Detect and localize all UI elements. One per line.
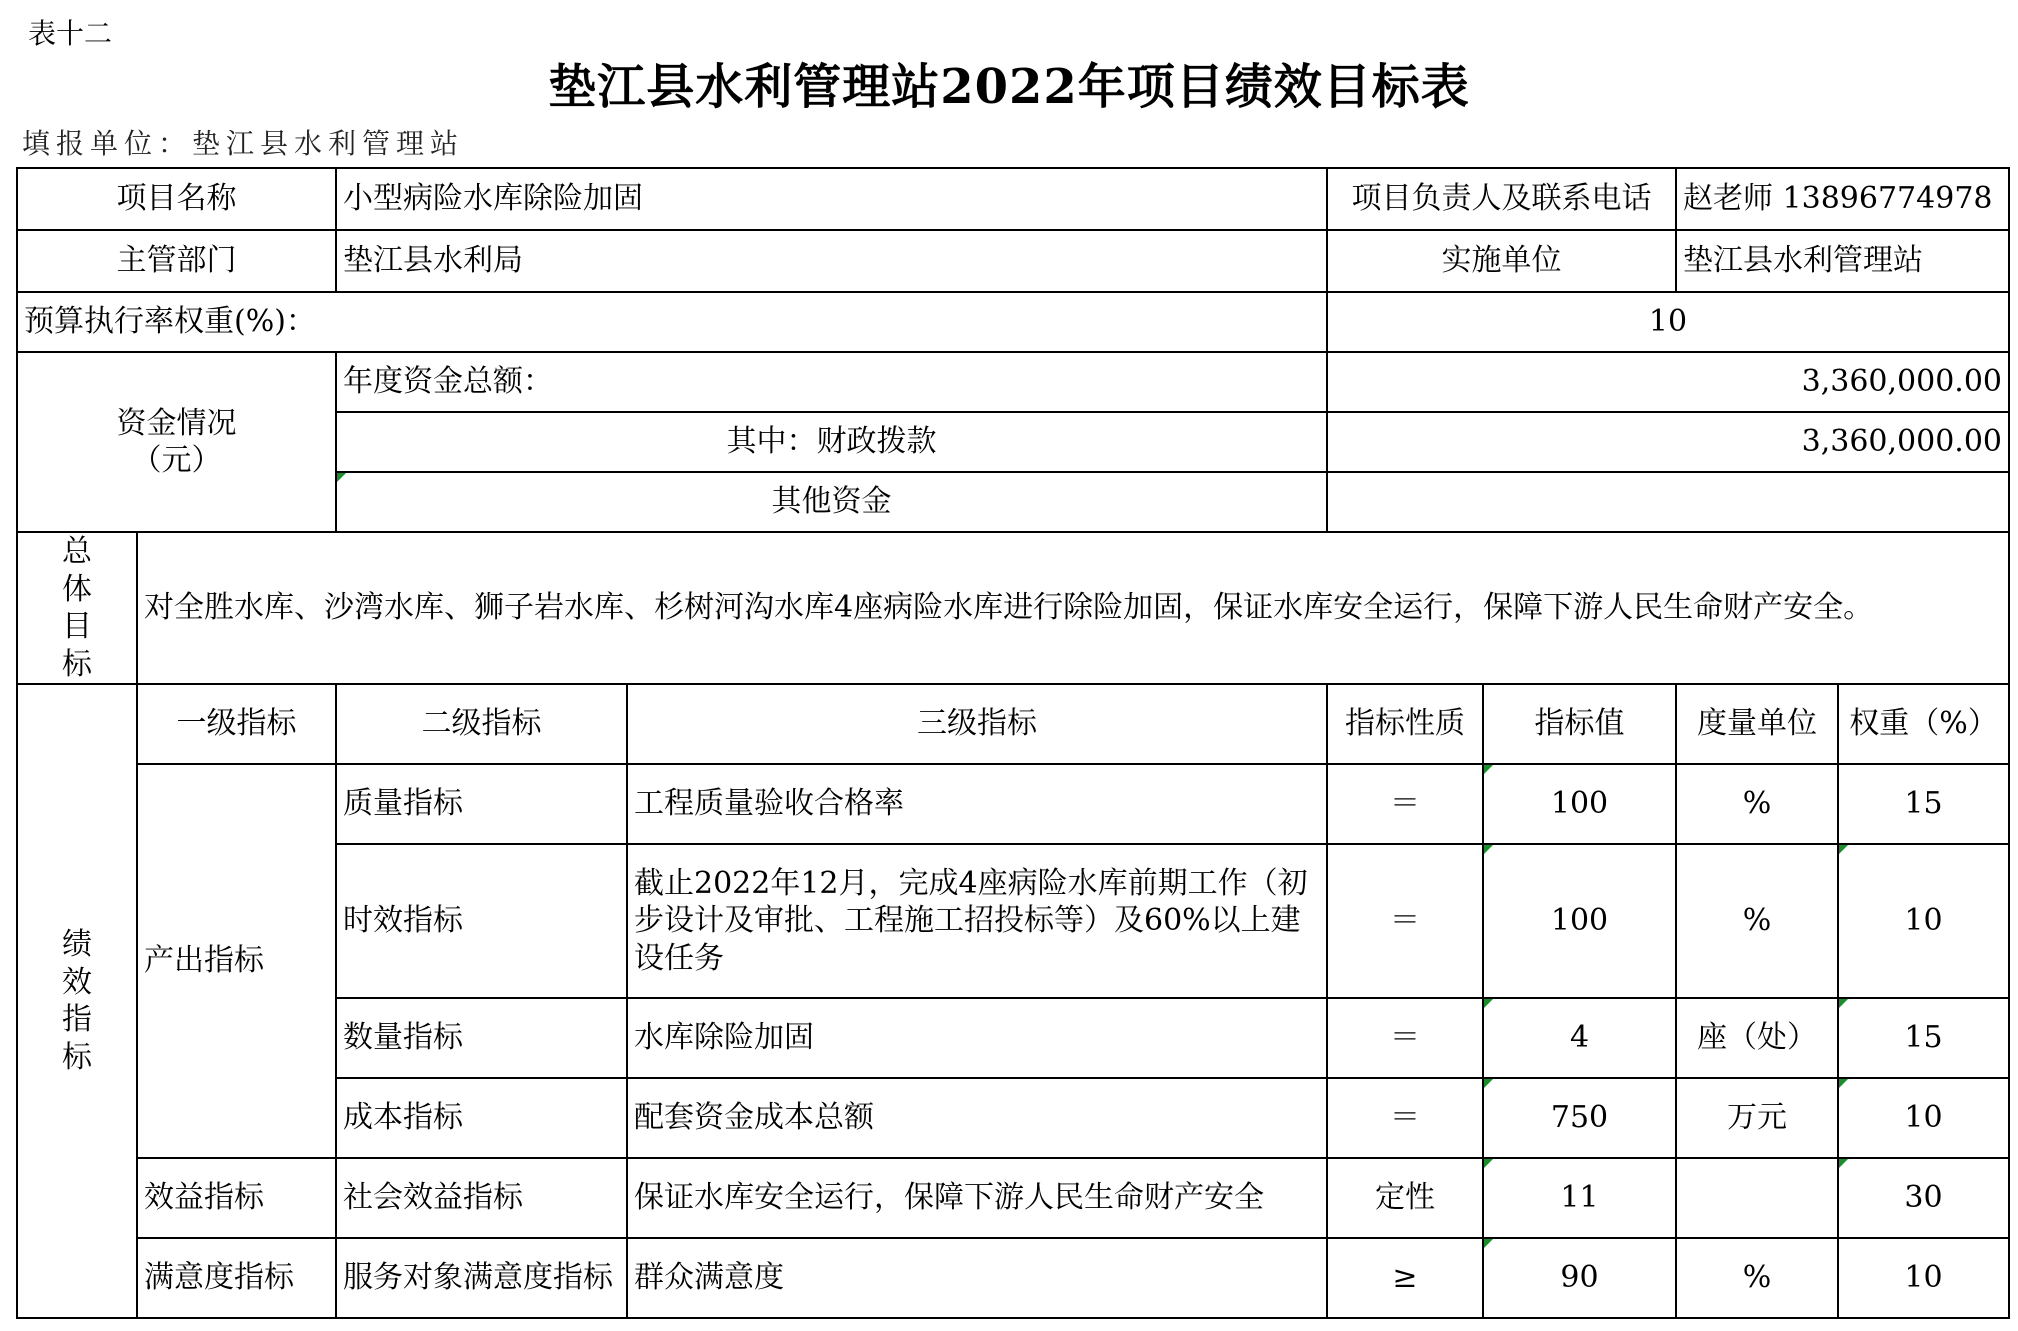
funds-total-label: 年度资金总额： <box>336 352 1327 412</box>
impl-unit-value: 垫江县水利管理站 <box>1676 230 2009 292</box>
table-number-label: 表十二 <box>28 17 113 50</box>
level3-cell: 群众满意度 <box>627 1238 1327 1318</box>
nature-cell: 定性 <box>1327 1158 1483 1238</box>
unit-cell: % <box>1676 844 1838 998</box>
column-header: 一级指标 <box>137 684 336 764</box>
impl-unit-label: 实施单位 <box>1327 230 1676 292</box>
page-title: 垫江县水利管理站2022年项目绩效目标表 <box>548 59 1470 115</box>
weight-cell: 15 <box>1838 764 2009 844</box>
contact-value: 赵老师 13896774978 <box>1676 168 2009 230</box>
table-row <box>17 1158 2009 1238</box>
level2-cell: 社会效益指标 <box>336 1158 627 1238</box>
funds-total-value: 3,360,000.00 <box>1327 352 2009 412</box>
table-row <box>17 532 2009 684</box>
value-cell: 100 <box>1483 844 1676 998</box>
table-row <box>17 230 2009 292</box>
goal-char: 体 <box>62 571 92 607</box>
value-cell: 100 <box>1483 764 1676 844</box>
goal-char: 标 <box>62 646 92 682</box>
dept-value: 垫江县水利局 <box>336 230 1327 292</box>
nature-cell: ＝ <box>1327 764 1483 844</box>
level2-cell: 数量指标 <box>336 998 627 1078</box>
budget-weight-value: 10 <box>1327 292 2009 352</box>
contact-label: 项目负责人及联系电话 <box>1327 168 1676 230</box>
value-cell: 90 <box>1483 1238 1676 1318</box>
funds-label <box>17 352 336 532</box>
level2-cell: 时效指标 <box>336 844 627 998</box>
table-row <box>17 292 2009 352</box>
weight-cell: 30 <box>1838 1158 2009 1238</box>
fill-unit-label: 填报单位：垫江县水利管理站 <box>22 127 465 160</box>
overall-goal-label <box>17 532 137 684</box>
table-row <box>17 764 2009 844</box>
perf-char: 效 <box>62 964 92 1000</box>
value-cell: 11 <box>1483 1158 1676 1238</box>
column-header: 三级指标 <box>627 684 1327 764</box>
level3-cell: 水库除险加固 <box>627 998 1327 1078</box>
column-header: 度量单位 <box>1676 684 1838 764</box>
unit-cell: % <box>1676 1238 1838 1318</box>
weight-cell: 10 <box>1838 1238 2009 1318</box>
unit-cell <box>1676 1158 1838 1238</box>
level2-cell: 成本指标 <box>336 1078 627 1158</box>
value-cell: 4 <box>1483 998 1676 1078</box>
level2-cell: 服务对象满意度指标 <box>336 1238 627 1318</box>
goal-char: 总 <box>62 534 92 569</box>
level1-satisfaction: 满意度指标 <box>137 1238 336 1318</box>
dept-label: 主管部门 <box>17 230 336 292</box>
level3-cell: 保证水库安全运行，保障下游人民生命财产安全 <box>627 1158 1327 1238</box>
unit-cell: 座（处） <box>1676 998 1838 1078</box>
level3-cell: 截止2022年12月，完成4座病险水库前期工作（初步设计及审批、工程施工招投标等）及60%以上建设任务 <box>627 844 1327 998</box>
funds-fiscal-value: 3,360,000.00 <box>1327 412 2009 472</box>
perf-char: 指 <box>62 1002 92 1037</box>
table-row <box>17 352 2009 412</box>
nature-cell: ＝ <box>1327 1078 1483 1158</box>
column-header: 指标性质 <box>1327 684 1483 764</box>
level1-output: 产出指标 <box>137 764 336 1158</box>
nature-cell: ＝ <box>1327 844 1483 998</box>
column-header: 指标值 <box>1483 684 1676 764</box>
level2-cell: 质量指标 <box>336 764 627 844</box>
column-header: 权重（%） <box>1838 684 2009 764</box>
perf-char: 绩 <box>62 927 92 962</box>
level3-cell: 工程质量验收合格率 <box>627 764 1327 844</box>
funds-label-line2: （元） <box>131 443 222 478</box>
value-cell: 750 <box>1483 1078 1676 1158</box>
unit-cell: % <box>1676 764 1838 844</box>
weight-cell: 10 <box>1838 1078 2009 1158</box>
overall-goal-text: 对全胜水库、沙湾水库、狮子岩水库、杉树河沟水库4座病险水库进行除险加固，保证水库安全运行，保障下游人民生命财产安全。 <box>137 532 2009 684</box>
perf-char: 标 <box>62 1039 92 1075</box>
project-name-value: 小型病险水库除险加固 <box>336 168 1327 230</box>
goal-char: 目 <box>62 609 92 644</box>
funds-fiscal-label: 其中：财政拨款 <box>336 412 1327 472</box>
funds-other-value <box>1327 472 2009 532</box>
table-row <box>17 1238 2009 1318</box>
performance-indicators-label <box>17 684 137 1318</box>
level3-cell: 配套资金成本总额 <box>627 1078 1327 1158</box>
table-row <box>17 168 2009 230</box>
weight-cell: 15 <box>1838 998 2009 1078</box>
funds-label-line1: 资金情况 <box>116 405 237 441</box>
funds-other-label: 其他资金 <box>336 472 1327 532</box>
nature-cell: ≥ <box>1327 1238 1483 1318</box>
column-header: 二级指标 <box>336 684 627 764</box>
level1-benefit: 效益指标 <box>137 1158 336 1238</box>
budget-weight-label: 预算执行率权重(%)： <box>17 292 1327 352</box>
table-row <box>17 684 2009 764</box>
weight-cell: 10 <box>1838 844 2009 998</box>
project-name-label: 项目名称 <box>17 168 336 230</box>
nature-cell: ＝ <box>1327 998 1483 1078</box>
unit-cell: 万元 <box>1676 1078 1838 1158</box>
performance-target-table <box>16 167 2010 1319</box>
